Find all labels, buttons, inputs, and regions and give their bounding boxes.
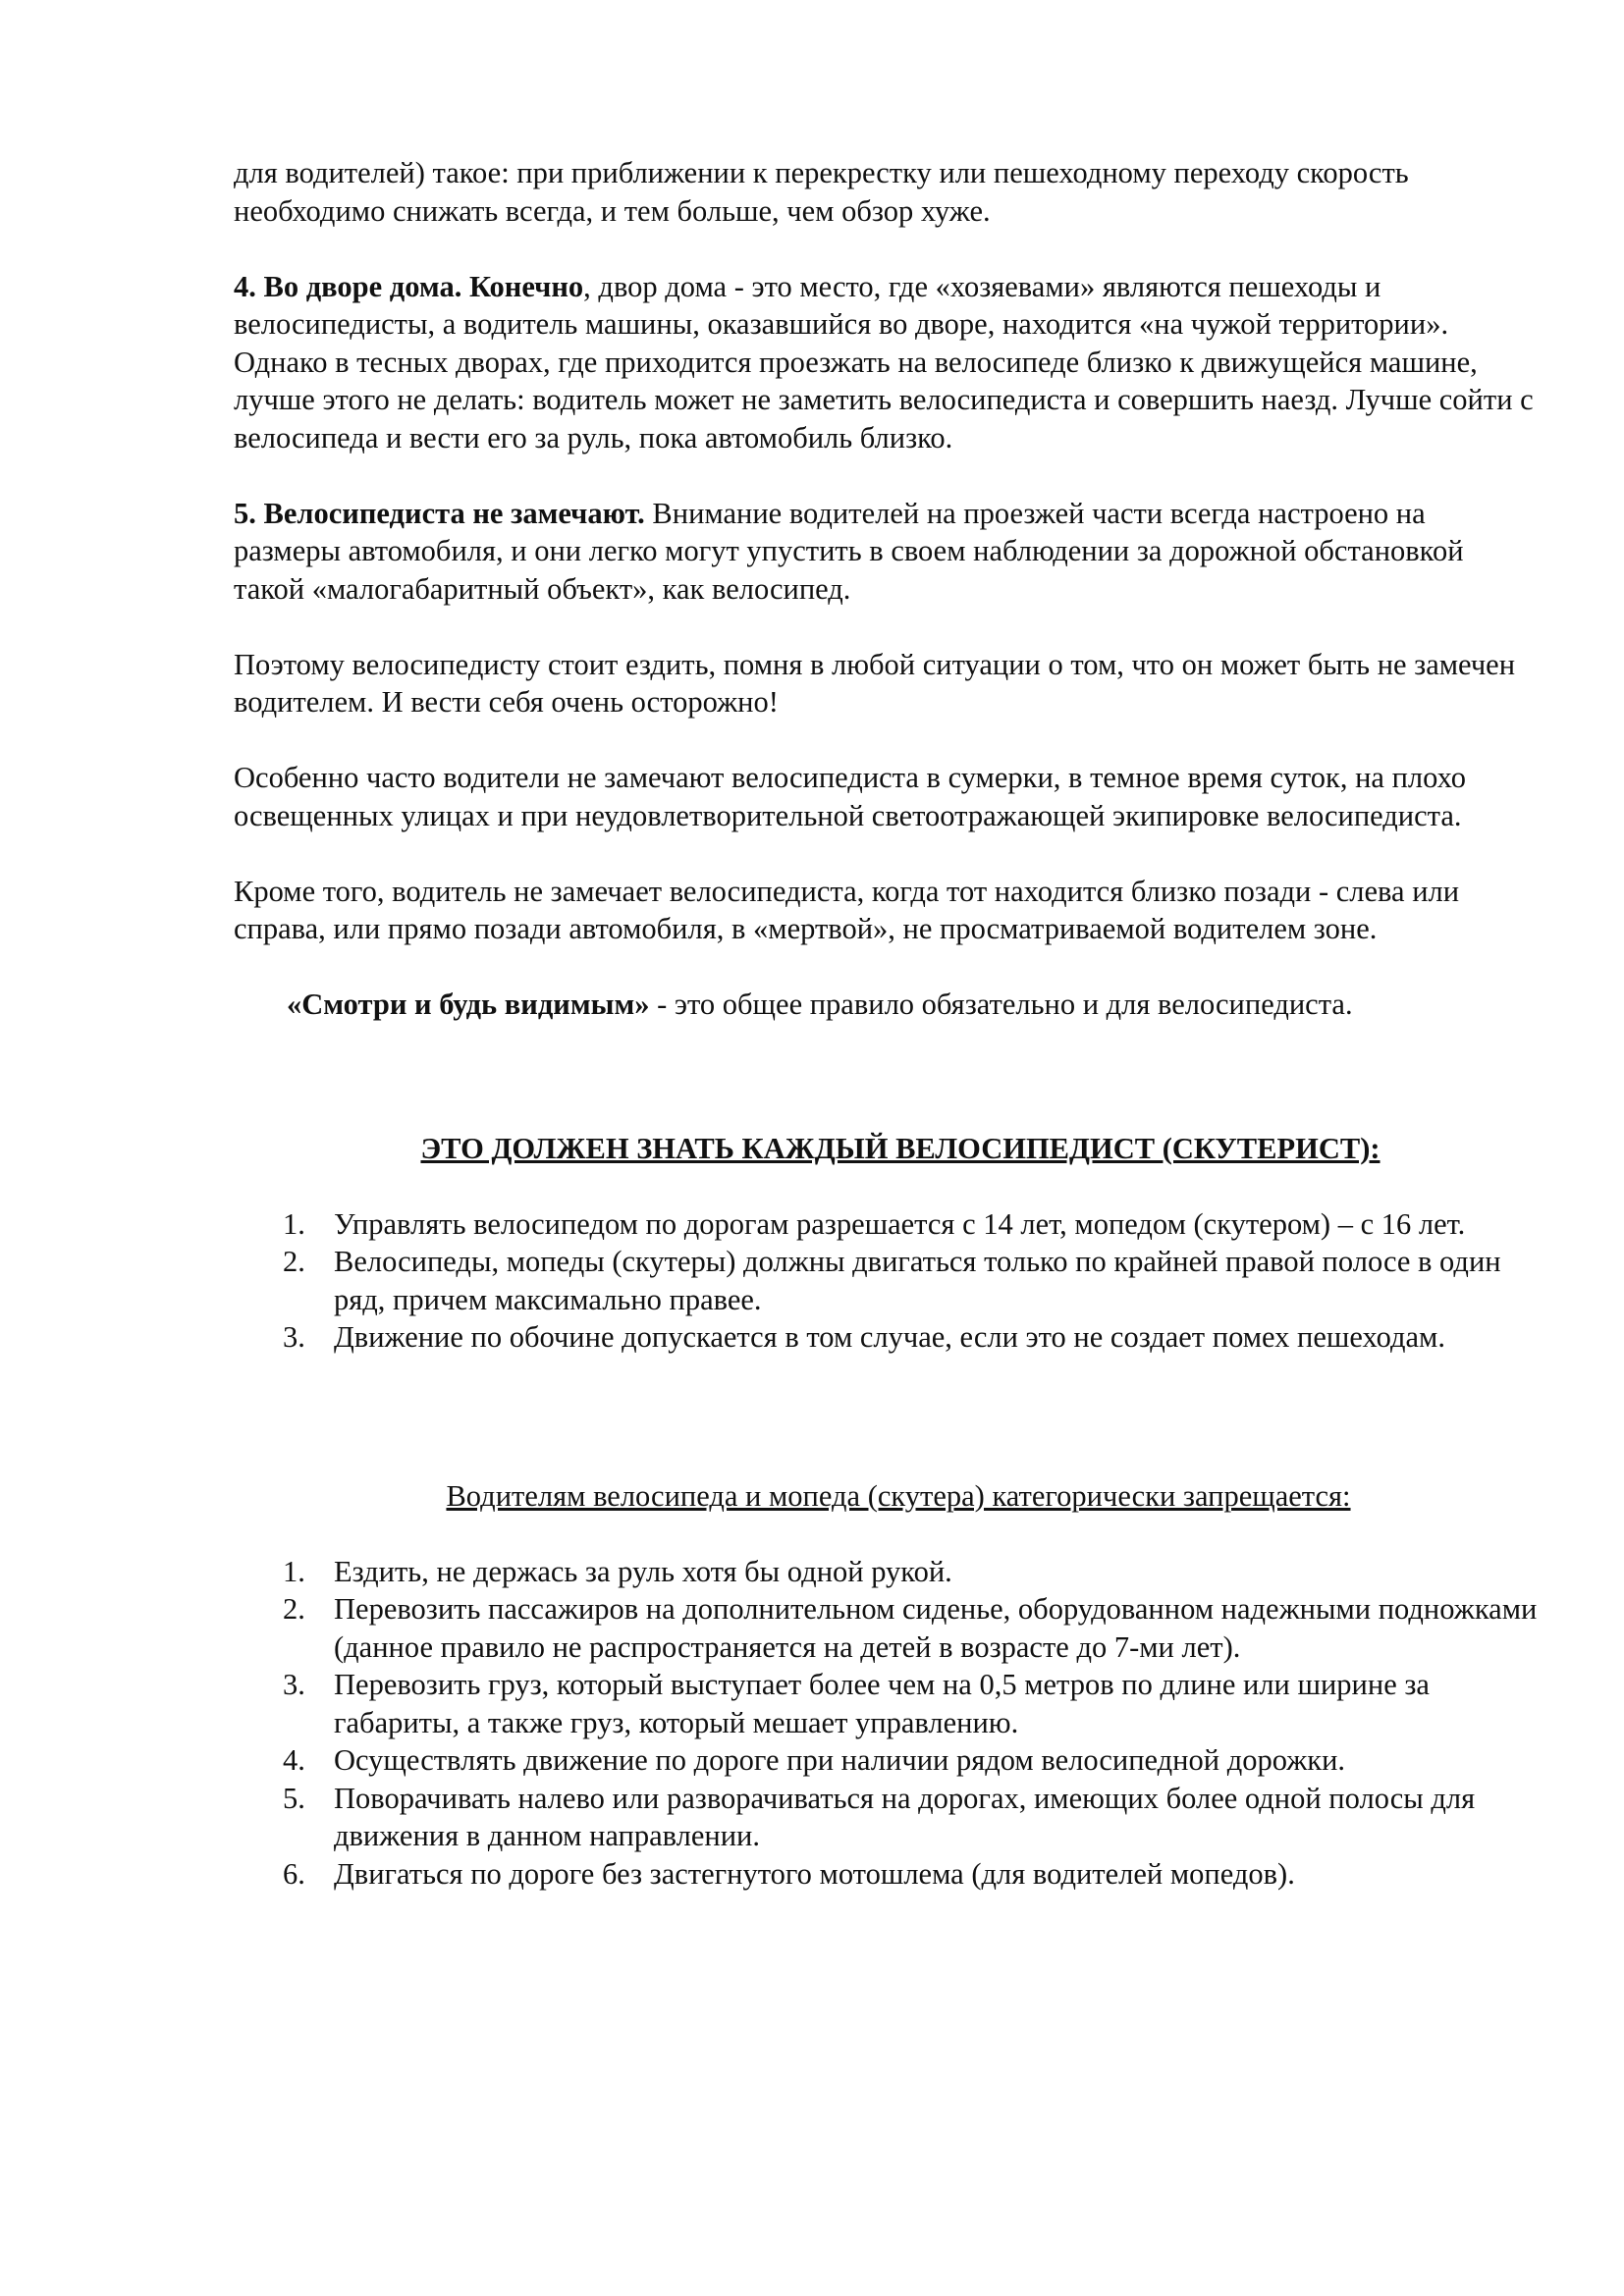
list-item-text: Ездить, не держась за руль хотя бы одной рукой. bbox=[334, 1554, 952, 1588]
list-item-number: 2. bbox=[283, 1245, 305, 1278]
list-item-number: 4. bbox=[283, 1743, 305, 1777]
paragraph-yard-text: , двор дома - это место, где «хозяевами» являются пешеходы и велосипедисты, а водитель машины, оказавшийся во дворе, находится «на чужой территории». Однако в тесных дворах, где приходится проезжать на велосипеде близко к движущейся машине, лучше этого не делать: водитель может не заметить велосипедиста и совершить наезд. Лучше сойти с велосипеда и вести его за руль, пока автомобиль близко. bbox=[234, 269, 1534, 454]
list-item-text: Движение по обочине допускается в том случае, если это не создает помех пешеходам. bbox=[334, 1320, 1445, 1354]
list-item bbox=[234, 1590, 1540, 1666]
document-page bbox=[234, 154, 1540, 1893]
paragraph-dusk: Особенно часто водители не замечают велосипедиста в сумерки, в темное время суток, на плохо освещенных улицах и при неудовлетворительной светоотражающей экипировке велосипедиста. bbox=[234, 761, 1466, 832]
paragraph-yard-heading: 4. Во дворе дома. Конечно bbox=[234, 269, 584, 303]
list-item bbox=[234, 1855, 1540, 1894]
section-heading-prohibited: Водителям велосипеда и мопеда (скутера) категорически запрещается: bbox=[446, 1478, 1351, 1513]
list-item-text: Перевозить пассажиров на дополнительном сиденье, оборудованном надежными подножками (данное правило не распространяется на детей в возрасте до 7-ми лет). bbox=[334, 1592, 1538, 1664]
list-item-number: 1. bbox=[283, 1206, 305, 1241]
list-item-text: Управлять велосипедом по дорогам разрешается с 14 лет, мопедом (скутером) – с 16 лет. bbox=[334, 1206, 1466, 1241]
list-item-number: 3. bbox=[283, 1320, 305, 1354]
list-item-text: Перевозить груз, который выступает более чем на 0,5 метров по длине или ширине за габариты, а также груз, который мешает управлению. bbox=[334, 1668, 1430, 1739]
paragraph-not-noticed bbox=[234, 495, 1540, 609]
paragraph-not-noticed-text: Внимание водителей на проезжей части всегда настроено на размеры автомобиля, и они легко могут упустить в своем наблюдении за дорожной обстановкой такой «малогабаритный объект», как велосипед. bbox=[234, 496, 1464, 606]
list-item bbox=[234, 1318, 1540, 1357]
list-item bbox=[234, 1205, 1540, 1244]
list-item-text: Осуществлять движение по дороге при наличии рядом велосипедной дорожки. bbox=[334, 1743, 1346, 1777]
list-item bbox=[234, 1553, 1540, 1591]
list-item bbox=[234, 1666, 1540, 1741]
paragraph-rule-heading: «Смотри и будь видимым» bbox=[287, 988, 650, 1021]
paragraph-not-noticed-heading: 5. Велосипедиста не замечают. bbox=[234, 496, 645, 530]
paragraph-yard bbox=[234, 268, 1540, 457]
list-item-text: Двигаться по дороге без застегнутого мотошлема (для водителей мопедов). bbox=[334, 1856, 1295, 1891]
list-item bbox=[234, 1243, 1540, 1318]
paragraph-rule-text: - это общее правило обязательно и для велосипедиста. bbox=[649, 988, 1353, 1021]
list-item-text: Поворачивать налево или разворачиваться на дорогах, имеющих более одной полосы для движения в данном направлении. bbox=[334, 1781, 1476, 1852]
must-know-list bbox=[234, 1205, 1540, 1357]
paragraph-rule bbox=[234, 986, 1540, 1024]
list-item-number: 5. bbox=[283, 1781, 305, 1815]
list-item-number: 3. bbox=[283, 1668, 305, 1701]
paragraph-blind-zone: Кроме того, водитель не замечает велосипедиста, когда тот находится близко позади - слева или справа, или прямо позади автомобиля, в «мертвой», не просматриваемой водителем зоне. bbox=[234, 874, 1460, 945]
list-item-number: 6. bbox=[283, 1856, 305, 1891]
list-item bbox=[234, 1741, 1540, 1780]
prohibited-list bbox=[234, 1553, 1540, 1894]
list-item bbox=[234, 1780, 1540, 1855]
list-item-number: 2. bbox=[283, 1592, 305, 1626]
paragraph-careful: Поэтому велосипедисту стоит ездить, помня в любой ситуации о том, что он может быть не замечен водителем. И вести себя очень осторожно! bbox=[234, 647, 1516, 719]
paragraph-intro: для водителей) такое: при приближении к перекрестку или пешеходному переходу скорость необходимо снижать всегда, и тем больше, чем обзор хуже. bbox=[234, 156, 1409, 228]
section-heading-must-know: ЭТО ДОЛЖЕН ЗНАТЬ КАЖДЫЙ ВЕЛОСИПЕДИСТ (СКУТЕРИСТ): bbox=[420, 1131, 1380, 1165]
list-item-text: Велосипеды, мопеды (скутеры) должны двигаться только по крайней правой полосе в один ряд, причем максимально правее. bbox=[334, 1245, 1501, 1316]
list-item-number: 1. bbox=[283, 1554, 305, 1588]
